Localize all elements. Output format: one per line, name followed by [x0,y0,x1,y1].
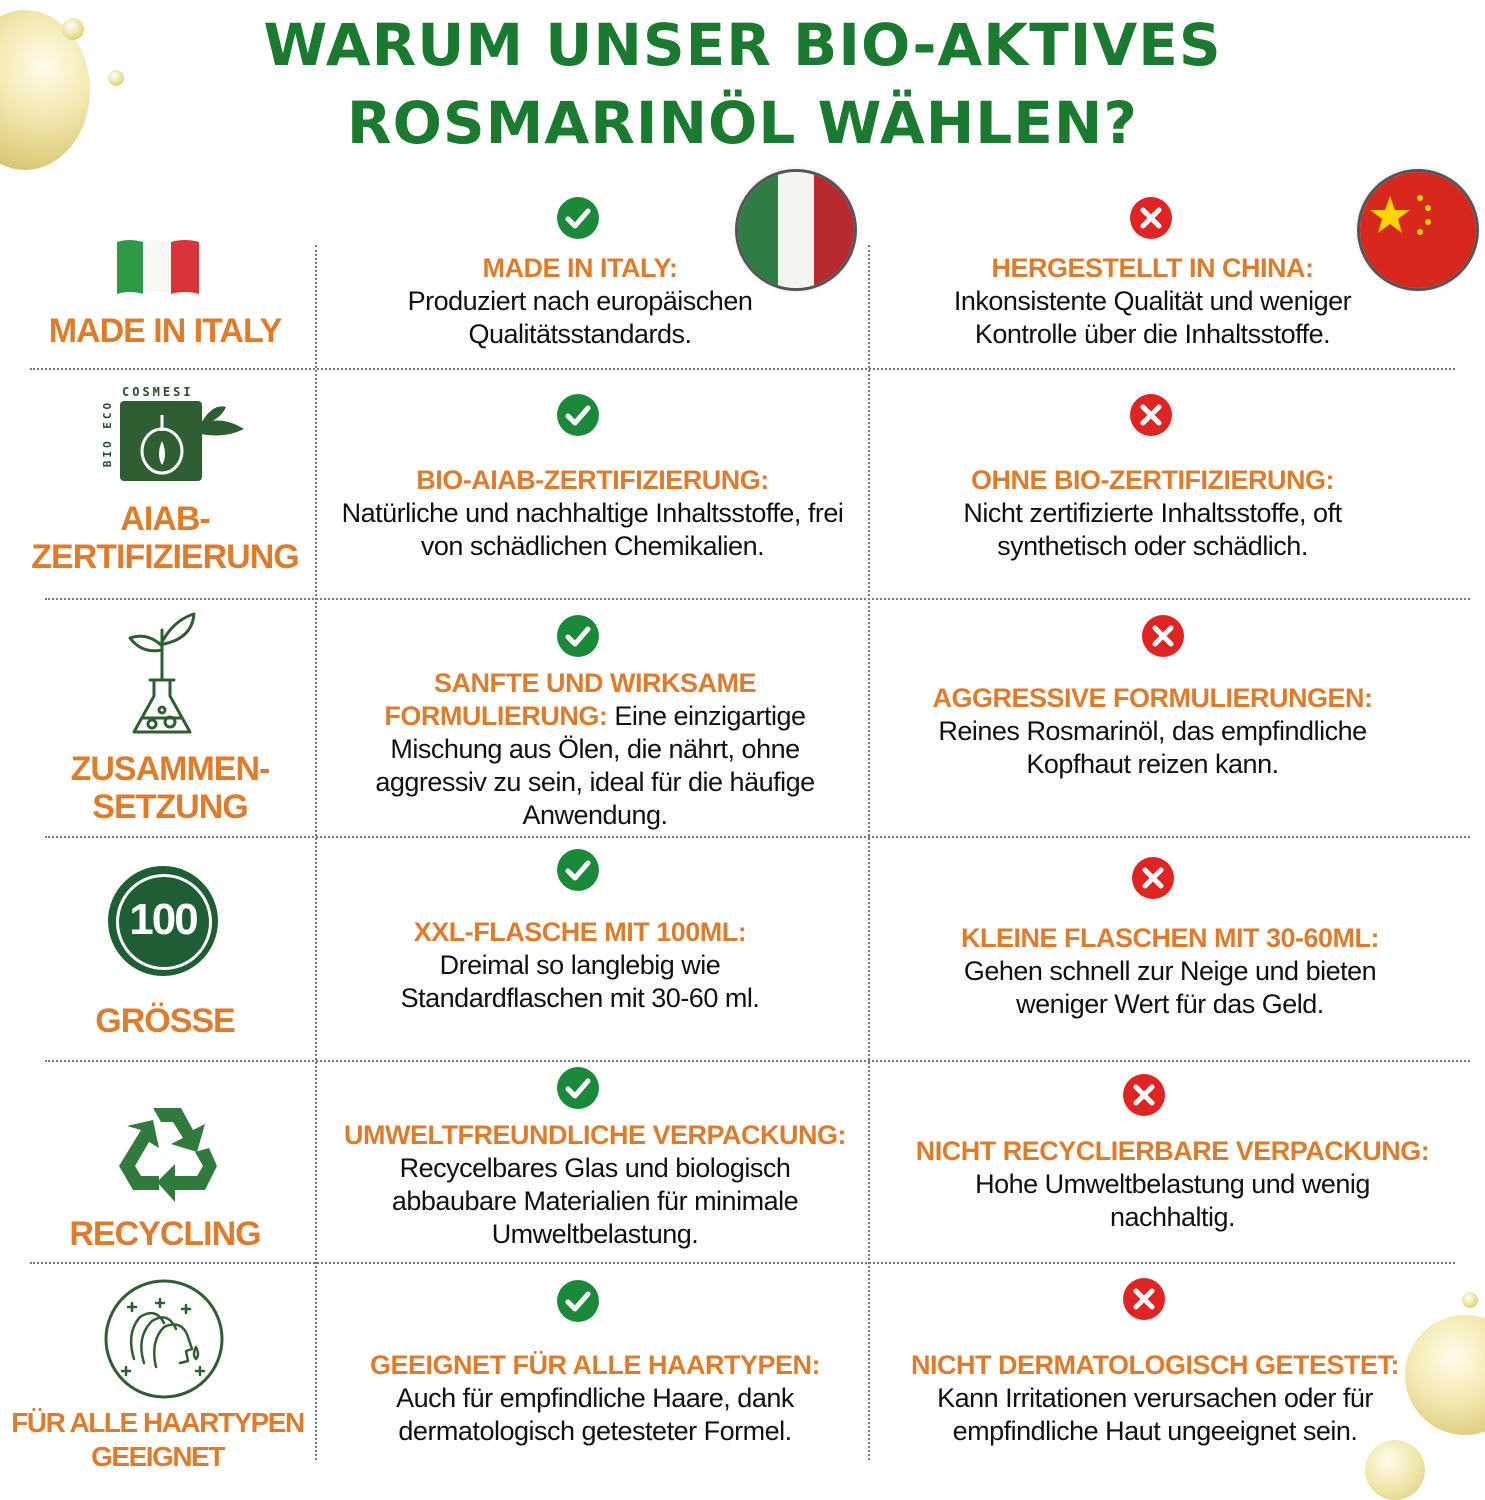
oil-drop-decoration [1365,1440,1425,1500]
pro-cell [325,252,835,351]
check-icon [556,1066,600,1110]
cross-icon [1122,1073,1166,1117]
pro-text: Auch für empfindliche Haare, dank dermatologisch getesteter Formel. [396,1383,794,1446]
con-title: OHNE BIO-ZERTIFIZIERUNG: [971,465,1334,495]
check-icon [556,196,600,240]
pro-cell [345,1349,845,1448]
pro-title: MADE IN ITALY: [482,253,678,283]
pro-cell [335,916,825,1015]
italy-flag-icon [115,236,201,298]
con-title: AGGRESSIVE FORMULIERUNGEN: [932,683,1373,713]
con-cell [890,1349,1420,1448]
column-divider [315,245,317,1460]
row-label-line-2: GEEIGNET [91,1441,224,1472]
pro-cell [340,667,850,832]
con-cell [900,252,1405,351]
row-label-line-1: FÜR ALLE HAARTYPEN [11,1407,304,1438]
page-title [0,6,1485,162]
bio-eco-cosmesi-icon [102,385,252,485]
pro-title-line-2: FORMULIERUNG: [384,701,608,731]
check-icon [556,848,600,892]
row-divider [45,598,1470,600]
pro-title: BIO-AIAB-ZERTIFIZIERUNG: [416,465,769,495]
pro-text: Dreimal so langlebig wie Standardflaschen mit 30-60 ml. [400,950,760,1013]
row-label [0,750,340,826]
cross-icon [1129,393,1173,437]
pro-cell [320,464,865,563]
con-title: NICHT RECYCLIERBARE VERPACKUNG: [915,1136,1430,1166]
badge-side-text: BIO ECO [101,399,115,468]
pro-cell [320,1119,870,1251]
row-label [0,1406,315,1474]
con-title: KLEINE FLASCHEN MIT 30-60ML: [960,923,1380,953]
check-icon [556,614,600,658]
con-text: Kann Irritationen verursachen oder für empfindliche Haut ungeeignet sein. [937,1383,1373,1446]
row-label: MADE IN ITALY [48,312,282,350]
pro-text: Recycelbares Glas und biologisch abbaubare Materialien für minimale Umweltbelastung. [391,1153,799,1249]
row-label-line-1: ZUSAMMEN- [70,750,270,788]
title-line-1: WARUM UNSER BIO-AKTIVES [263,11,1222,79]
row-divider [45,836,1470,838]
con-cell [915,922,1425,1021]
con-text: Gehen schnell zur Neige und bieten weniger Wert für das Geld. [963,956,1377,1019]
title-line-2: ROSMARINÖL WÄHLEN? [346,89,1139,157]
pro-title-line-1: SANFTE UND WIRKSAME [434,668,756,698]
con-text: Inkonsistente Qualität und weniger Kontrolle über die Inhaltsstoffe. [953,286,1352,349]
cross-icon [1129,196,1173,240]
pro-title: XXL-FLASCHE MIT 100ML: [413,917,747,947]
con-title: HERGESTELLT IN CHINA: [991,253,1314,283]
100-badge-icon [108,866,218,976]
pro-title: GEEIGNET FÜR ALLE HAARTYPEN: [369,1350,820,1380]
badge-text: 100 [129,895,197,944]
check-icon [556,393,600,437]
con-text: Nicht zertifizierte Inhaltsstoffe, oft synthetisch oder schädlich. [963,498,1342,561]
row-divider [45,1060,1470,1062]
cross-icon [1122,1277,1166,1321]
row-label [0,500,330,576]
check-icon [556,1279,600,1323]
badge-top-text: COSMESI [122,385,194,399]
row-label-line-2: ZERTIFIZIERUNG [31,538,299,576]
row-label: RECYCLING [69,1215,261,1253]
con-cell [905,464,1400,563]
pro-text: Natürliche und nachhaltige Inhaltsstoffe, frei von schädlichen Chemikalien. [341,498,844,561]
row-divider [30,368,1455,370]
pro-title: UMWELTFREUNDLICHE VERPACKUNG: [344,1120,846,1150]
con-text: Hohe Umweltbelastung und wenig nachhaltig. [975,1169,1370,1232]
recycle-icon [113,1100,223,1204]
con-text: Reines Rosmarinöl, das empfindliche Kopfhaut reizen kann. [938,716,1367,779]
pro-text: Produziert nach europäischen Qualitätsstandards. [407,286,753,349]
con-cell [895,1135,1450,1234]
row-divider [30,1262,1455,1264]
plant-flask-icon [122,610,202,740]
oil-drop-decoration [1462,1292,1478,1308]
con-title: NICHT DERMATOLOGISCH GETESTET: [910,1350,1399,1380]
cross-icon [1131,856,1175,900]
pro-text: Eine einzigartige Mischung aus Ölen, die nährt, ohne aggressiv zu sein, ideal für die häufige Anwendung. [375,701,815,830]
cross-icon [1141,614,1185,658]
con-cell [890,682,1415,781]
row-label-line-1: AIAB- [120,500,210,538]
hair-types-icon [100,1277,228,1401]
column-divider [868,245,870,1460]
row-label-line-2: SETZUNG [92,788,248,826]
row-label: GRÖSSE [95,1002,235,1040]
